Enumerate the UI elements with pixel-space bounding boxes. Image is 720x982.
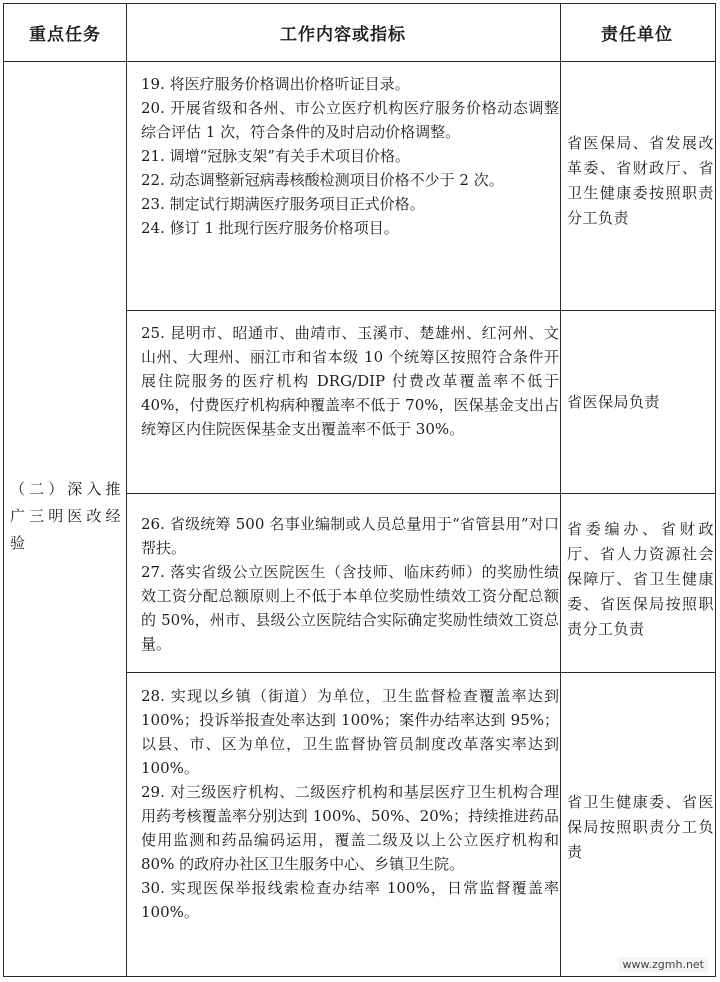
content-item: 29. 对三级医疗机构、二级医疗机构和基层医疗卫生机构合理用药考核覆盖率分别达到 100%、50%、20%；持续推进药品使用监测和药品编码运用，覆盖二级及以上公立医疗机构和 80% 的政府办社区卫生服务中心、乡镇卫生院。 — [141, 783, 559, 873]
content-item: 23. 制定试行期满医疗服务项目正式价格。 — [141, 195, 425, 213]
responsible-unit: 省医保局、省发展改革委、省财政厅、省卫生健康委按照职责分工负责 — [567, 134, 714, 227]
content-cell — [141, 321, 559, 441]
content-item: 27. 落实省级公立医院医生（含技师、临床药师）的奖励性绩效工资分配总额原则上不低于本单位奖励性绩效工资分配总额的 50%，州市、县级公立医院结合实际确定奖励性绩效工资总量。 — [141, 563, 559, 653]
watermark: www.zgmh.net — [619, 957, 708, 972]
content-cell — [141, 72, 559, 240]
header-divider — [4, 61, 715, 62]
content-cell — [141, 684, 559, 924]
content-item: 21. 调增“冠脉支架”有关手术项目价格。 — [141, 147, 410, 165]
row-divider — [126, 672, 715, 673]
responsible-unit: 省医保局负责 — [567, 393, 661, 411]
row-divider — [126, 493, 715, 494]
column-divider — [560, 4, 561, 976]
content-item: 24. 修订 1 批现行医疗服务价格项目。 — [141, 219, 399, 237]
header-content: 工作内容或指标 — [280, 25, 406, 45]
content-item: 26. 省级统筹 500 名事业编制或人员总量用于“省管县用”对口帮扶。 — [141, 515, 559, 557]
task-table — [3, 3, 716, 977]
task-name: （二）深入推广三明医改经验 — [10, 480, 122, 552]
header-unit: 责任单位 — [601, 25, 673, 45]
content-item: 19. 将医疗服务价格调出价格听证目录。 — [141, 75, 410, 93]
content-item: 28. 实现以乡镇（街道）为单位，卫生监督检查覆盖率达到 100%；投诉举报查处率达到 100%；案件办结率达到 95%；以县、市、区为单位，卫生监督协管员制度改革落实率达到 100%。 — [141, 687, 559, 777]
content-item: 25. 昆明市、昭通市、曲靖市、玉溪市、楚雄州、红河州、文山州、大理州、丽江市和省本级 10 个统筹区按照符合条件开展住院服务的医疗机构 DRG/DIP 付费改革覆盖率不低于 40%，付费医疗机构病种覆盖率不低于 70%，医保基金支出占统筹区内住院医保基金支出覆盖率不低于 30%。 — [141, 324, 559, 438]
content-item: 20. 开展省级和各州、市公立医疗机构医疗服务价格动态调整综合评估 1 次，符合条件的及时启动价格调整。 — [141, 99, 559, 141]
content-item: 30. 实现医保举报线索检查办结率 100%，日常监督覆盖率 100%。 — [141, 879, 559, 921]
responsible-unit: 省委编办、省财政厅、省人力资源社会保障厅、省卫生健康委、省医保局按照职责分工负责 — [567, 520, 714, 638]
header-task: 重点任务 — [29, 25, 101, 45]
row-divider — [126, 310, 715, 311]
content-item: 22. 动态调整新冠病毒核酸检测项目价格不少于 2 次。 — [141, 171, 504, 189]
column-divider — [126, 4, 127, 976]
responsible-unit: 省卫生健康委、省医保局按照职责分工负责 — [567, 793, 714, 861]
content-cell — [141, 512, 559, 656]
